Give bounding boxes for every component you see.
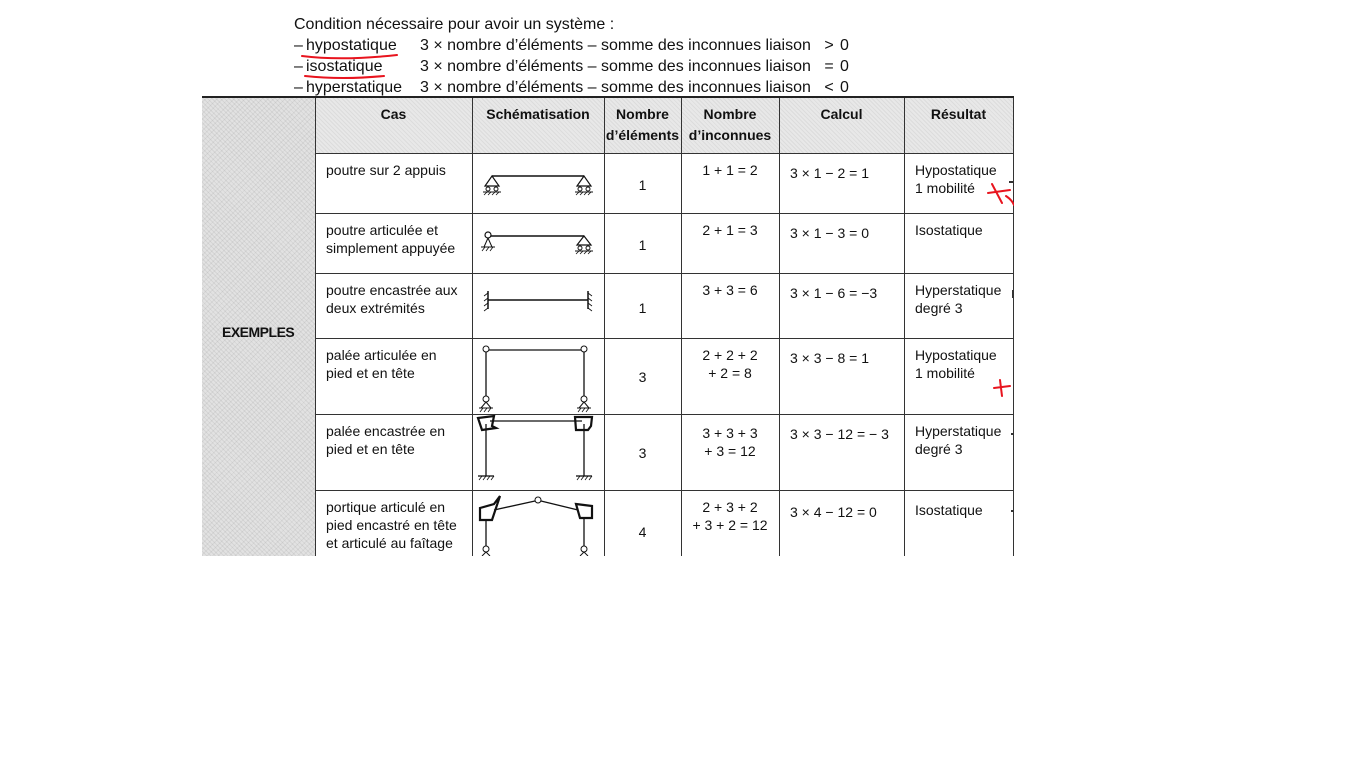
cas-line: deux extrémités <box>326 300 425 316</box>
condition-formula: 3 × nombre d’éléments – somme des inconnues liaison <box>420 79 811 96</box>
cell-nombre-elements: 3 <box>638 369 647 385</box>
cas-line: portique articulé en <box>326 499 446 515</box>
cell-calcul: 3 × 1 − 2 = 1 <box>790 165 870 181</box>
cell-calcul: 3 × 3 − 12 = − 3 <box>790 426 889 442</box>
resultat-line: Isostatique <box>915 502 983 518</box>
cell-nombre-elements: 3 <box>638 445 647 461</box>
inconnues-line: 1 + 1 = 2 <box>702 162 758 178</box>
header-line: d’inconnues <box>688 127 772 143</box>
condition-operator: = <box>824 58 834 75</box>
cas-line: pied et en tête <box>326 365 415 381</box>
conditions-title: Condition nécessaire pour avoir un système : <box>294 16 615 33</box>
inconnues-line: 2 + 3 + 2 <box>702 499 758 515</box>
inconnues-line: 2 + 1 = 3 <box>702 222 758 238</box>
condition-name: hyperstatique <box>306 79 403 96</box>
header-resultat: Résultat <box>930 106 987 122</box>
cas-line: pied et en tête <box>326 441 415 457</box>
scanned-table-image <box>202 0 1014 556</box>
header-line: d’éléments <box>605 127 680 143</box>
condition-value: 0 <box>840 58 849 75</box>
inconnues-line: 3 + 3 = 6 <box>702 282 758 298</box>
header-schematisation: Schématisation <box>486 106 590 122</box>
cas-line: poutre sur 2 appuis <box>326 162 446 178</box>
resultat-line: Hypostatique <box>915 162 997 178</box>
inconnues-line: + 2 = 8 <box>708 365 752 381</box>
resultat-line: 1 mobilité <box>915 180 975 196</box>
resultat-line: Hypostatique <box>915 347 997 363</box>
cell-calcul: 3 × 1 − 6 = −3 <box>790 285 878 301</box>
underline-hypostatique <box>302 55 397 58</box>
tick-mark-row-4 <box>994 380 1010 396</box>
tick-mark-row-1 <box>988 184 1014 205</box>
inconnues-line: 3 + 3 + 3 <box>702 425 758 441</box>
handwritten-annotations <box>202 0 1014 556</box>
condition-name: hypostatique <box>306 37 397 54</box>
cell-calcul: 3 × 4 − 12 = 0 <box>790 504 877 520</box>
header-calcul: Calcul <box>820 106 863 122</box>
condition-value: 0 <box>840 37 849 54</box>
cas-line: poutre articulée et <box>326 222 439 238</box>
cas-line: pied encastré en tête <box>326 517 457 533</box>
condition-dash: – <box>294 37 303 54</box>
underline-isostatique <box>305 76 384 78</box>
side-label-exemples: EXEMPLES <box>222 324 295 340</box>
header-cas: Cas <box>380 106 407 122</box>
cell-nombre-elements: 1 <box>638 237 647 253</box>
resultat-line: Hyperstatique <box>915 423 1002 439</box>
condition-formula: 3 × nombre d’éléments – somme des inconnues liaison <box>420 58 811 75</box>
condition-operator: > <box>824 37 834 54</box>
resultat-line: degré 3 <box>915 441 963 457</box>
condition-name: isostatique <box>306 58 383 75</box>
condition-formula: 3 × nombre d’éléments – somme des inconnues liaison <box>420 37 811 54</box>
cell-calcul: 3 × 1 − 3 = 0 <box>790 225 870 241</box>
condition-dash: – <box>294 79 303 96</box>
cas-line: palée encastrée en <box>326 423 446 439</box>
resultat-line: Isostatique <box>915 222 983 238</box>
resultat-line: 1 mobilité <box>915 365 975 381</box>
inconnues-line: + 3 = 12 <box>704 443 756 459</box>
cas-line: palée articulée en <box>326 347 437 363</box>
header-line: Nombre <box>703 106 757 122</box>
inconnues-line: 2 + 2 + 2 <box>702 347 758 363</box>
cell-nombre-elements: 1 <box>638 300 647 316</box>
condition-value: 0 <box>840 79 849 96</box>
cell-nombre-elements: 4 <box>638 524 647 540</box>
cell-calcul: 3 × 3 − 8 = 1 <box>790 350 870 366</box>
condition-dash: – <box>294 58 303 75</box>
resultat-line: Hyperstatique <box>915 282 1002 298</box>
condition-operator: < <box>824 79 834 96</box>
cas-line: simplement appuyée <box>326 240 456 256</box>
resultat-line: degré 3 <box>915 300 963 316</box>
inconnues-line: + 3 + 2 = 12 <box>692 517 768 533</box>
header-line: Nombre <box>616 106 669 122</box>
cas-line: poutre encastrée aux <box>326 282 458 298</box>
cell-nombre-elements: 1 <box>638 177 647 193</box>
cas-line: et articulé au faîtage <box>326 535 453 551</box>
